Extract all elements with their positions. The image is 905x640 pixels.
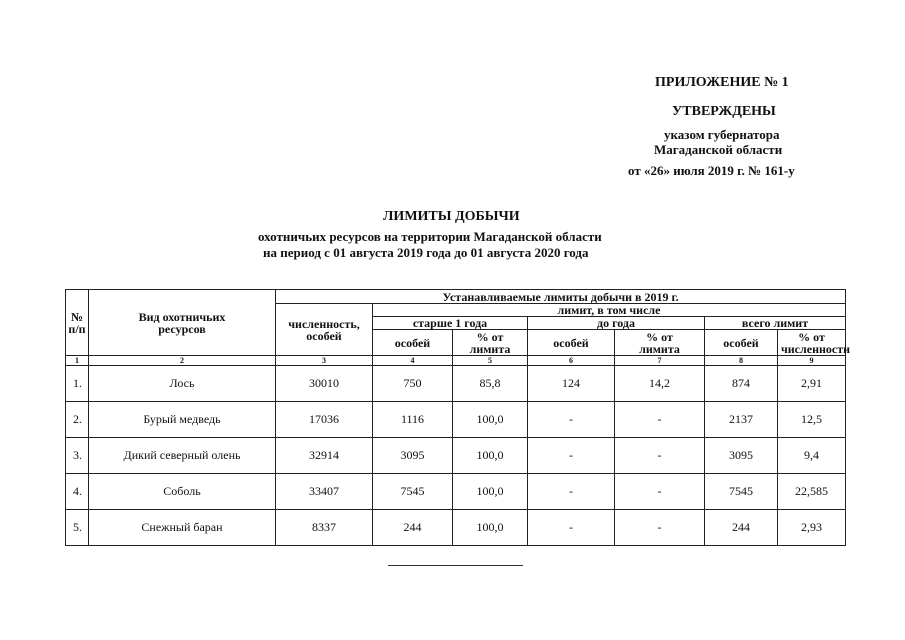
row-under1: 124 xyxy=(528,366,615,402)
table-row xyxy=(66,474,846,510)
col-number: 3 xyxy=(276,356,373,366)
header-total-individuals: особей xyxy=(705,330,778,356)
header-including: лимит, в том числе xyxy=(373,304,846,317)
col-number: 8 xyxy=(705,356,778,366)
row-number: 1. xyxy=(66,366,89,402)
header-under1-pct: % от лимита xyxy=(615,330,705,356)
row-under1: - xyxy=(528,402,615,438)
row-total: 3095 xyxy=(705,438,778,474)
row-population: 8337 xyxy=(276,510,373,546)
row-number: 3. xyxy=(66,438,89,474)
row-population: 32914 xyxy=(276,438,373,474)
header-species: Вид охотничьих ресурсов xyxy=(89,290,276,356)
col-number: 6 xyxy=(528,356,615,366)
row-population: 17036 xyxy=(276,402,373,438)
row-number: 4. xyxy=(66,474,89,510)
row-total: 874 xyxy=(705,366,778,402)
row-total-pct: 2,91 xyxy=(778,366,846,402)
decree-line-1: указом губернатора xyxy=(664,127,780,142)
row-over1: 3095 xyxy=(373,438,453,474)
col-number: 4 xyxy=(373,356,453,366)
col-number: 2 xyxy=(89,356,276,366)
col-number: 7 xyxy=(615,356,705,366)
row-total: 244 xyxy=(705,510,778,546)
col-number: 9 xyxy=(778,356,846,366)
table-row xyxy=(66,402,846,438)
signature-line xyxy=(388,565,523,566)
document-subtitle-1: охотничьих ресурсов на территории Магаданской области xyxy=(258,229,602,244)
row-under1-pct: 14,2 xyxy=(615,366,705,402)
header-total-pct: % от численности xyxy=(778,330,846,356)
header-under-1-year: до года xyxy=(528,317,705,330)
header-under1-individuals: особей xyxy=(528,330,615,356)
row-total-pct: 22,585 xyxy=(778,474,846,510)
header-over1-individuals: особей xyxy=(373,330,453,356)
appendix-label: ПРИЛОЖЕНИЕ № 1 xyxy=(655,75,789,90)
row-under1: - xyxy=(528,438,615,474)
row-over1: 750 xyxy=(373,366,453,402)
row-number: 5. xyxy=(66,510,89,546)
row-over1: 1116 xyxy=(373,402,453,438)
row-species: Соболь xyxy=(89,474,276,510)
approved-label: УТВЕРЖДЕНЫ xyxy=(672,104,776,119)
row-over1-pct: 100,0 xyxy=(453,474,528,510)
table-row xyxy=(66,438,846,474)
col-number: 5 xyxy=(453,356,528,366)
row-total: 2137 xyxy=(705,402,778,438)
table-row xyxy=(66,510,846,546)
col-number: 1 xyxy=(66,356,89,366)
decree-line-2: Магаданской области xyxy=(654,142,783,157)
row-under1: - xyxy=(528,510,615,546)
row-species: Лось xyxy=(89,366,276,402)
row-total-pct: 12,5 xyxy=(778,402,846,438)
row-total-pct: 2,93 xyxy=(778,510,846,546)
header-limits-title: Устанавливаемые лимиты добычи в 2019 г. xyxy=(276,290,846,304)
row-over1: 244 xyxy=(373,510,453,546)
header-total-limit: всего лимит xyxy=(705,317,846,330)
table-row xyxy=(66,366,846,402)
document-title: ЛИМИТЫ ДОБЫЧИ xyxy=(383,209,520,224)
row-under1: - xyxy=(528,474,615,510)
row-species: Снежный баран xyxy=(89,510,276,546)
header-no: № п/п xyxy=(66,290,89,356)
row-under1-pct: - xyxy=(615,438,705,474)
limits-table xyxy=(65,289,851,546)
row-species: Дикий северный олень xyxy=(89,438,276,474)
row-over1-pct: 100,0 xyxy=(453,402,528,438)
header-over-1-year: старше 1 года xyxy=(373,317,528,330)
row-total-pct: 9,4 xyxy=(778,438,846,474)
row-over1-pct: 85,8 xyxy=(453,366,528,402)
row-over1-pct: 100,0 xyxy=(453,510,528,546)
row-total: 7545 xyxy=(705,474,778,510)
row-species: Бурый медведь xyxy=(89,402,276,438)
row-number: 2. xyxy=(66,402,89,438)
row-over1: 7545 xyxy=(373,474,453,510)
row-under1-pct: - xyxy=(615,510,705,546)
row-under1-pct: - xyxy=(615,474,705,510)
row-population: 33407 xyxy=(276,474,373,510)
header-over1-pct: % от лимита xyxy=(453,330,528,356)
row-over1-pct: 100,0 xyxy=(453,438,528,474)
document-subtitle-2: на период с 01 августа 2019 года до 01 августа 2020 года xyxy=(263,245,589,260)
row-under1-pct: - xyxy=(615,402,705,438)
header-population: численность, особей xyxy=(276,304,373,356)
decree-date: от «26» июля 2019 г. № 161-у xyxy=(628,163,795,178)
row-population: 30010 xyxy=(276,366,373,402)
